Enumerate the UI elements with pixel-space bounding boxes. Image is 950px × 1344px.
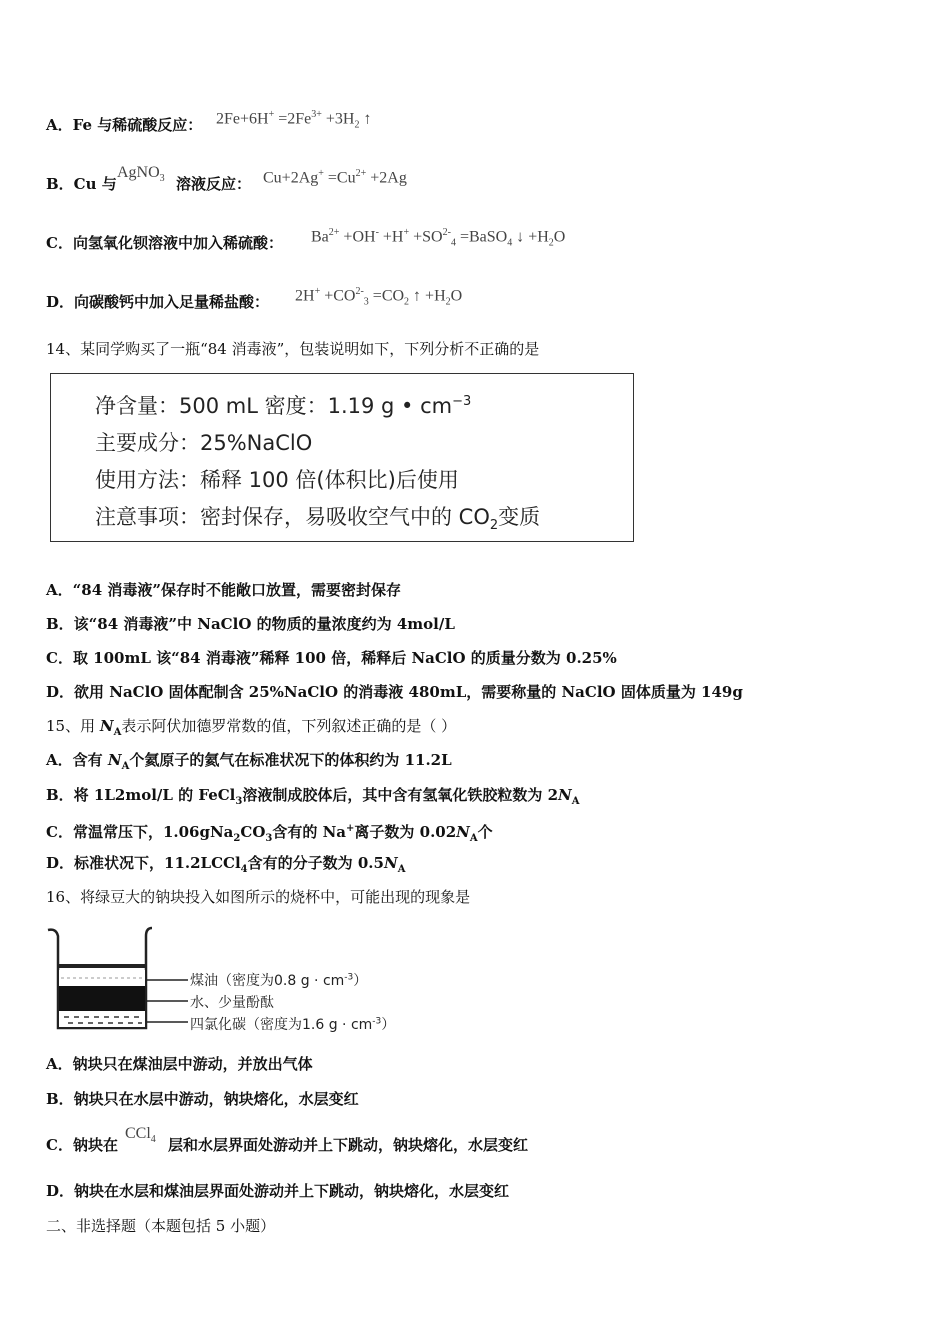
q14-product-label	[50, 373, 634, 542]
q13-option-b-suffix: 溶液反应：	[176, 175, 252, 193]
q15-option-c: C．常温常压下，$1.06gNa_2CO_3$含有的 Na+离子数为 $0.02N_A$个	[46, 823, 493, 844]
label-line-usage: 使用方法：稀释 100 倍(体积比)后使用	[95, 468, 459, 492]
q15-stem: 15、用 $N_A$表示阿伏加德罗常数的值，下列叙述正确的是（ ）	[46, 717, 457, 738]
q14-option-a: A．“84 消毒液”保存时不能敞口放置，需要密封保存	[46, 581, 401, 599]
water-label: 水、少量酚酞	[190, 995, 274, 1011]
water-layer	[59, 986, 145, 1011]
label-line-caution: 注意事项：密封保存，易吸收空气中的 $CO_2$变质	[95, 505, 541, 534]
q16-stem: 16、将绿豆大的钠块投入如图所示的烧杯中，可能出现的现象是	[46, 888, 471, 906]
ccl4-layer	[59, 1011, 145, 1027]
q13-formula-b: $Cu+2Ag^+ =Cu^{2+} +2Ag$	[263, 168, 407, 187]
q14-stem: 14、某同学购买了一瓶“84 消毒液”，包装说明如下，下列分析不正确的是	[46, 340, 540, 358]
q13-option-c: C．向氢氧化钡溶液中加入稀硫酸：	[46, 234, 283, 252]
q15-option-d: D．标准状况下，11.2LCCl$_4$含有的分子数为 $0.5N_A$	[46, 854, 406, 875]
kerosene-label: 煤油（密度为0.8 $g \cdot cm^{-3}$）	[190, 972, 368, 989]
label-line-ingredient: 主要成分：25%NaClO	[95, 431, 313, 455]
section-2-heading: 二、非选择题（本题包括 5 小题）	[46, 1217, 276, 1235]
q13-option-a: A．Fe 与稀硫酸反应：	[46, 116, 203, 134]
q15-option-b: B．将 1L2mol/L 的 FeCl$_3$溶液制成胶体后，其中含有氢氧化铁胶粒数为 $2N_A$	[46, 786, 580, 807]
q13-option-b: B．Cu 与	[46, 175, 117, 193]
q16-option-c: C．钠块在	[46, 1136, 118, 1154]
q14-option-c: C．取 100mL 该“84 消毒液”稀释 100 倍，稀释后 NaClO 的质量分数为 0.25%	[46, 649, 617, 667]
q16-option-c-rest: 层和水层界面处游动并上下跳动，钠块熔化，水层变红	[168, 1136, 529, 1154]
label-line-volume-density: 净含量：500 mL 密度：1.19 g • $cm^{-3}$	[95, 394, 472, 418]
q14-option-b: B．该“84 消毒液”中 NaClO 的物质的量浓度约为 4mol/L	[46, 615, 455, 633]
q13-agno3: AgNO$_3$	[117, 164, 165, 185]
ccl4-label: 四氯化碳（密度为1.6 $g \cdot cm^{-3}$）	[190, 1016, 396, 1033]
q16-option-d: D．钠块在水层和煤油层界面处游动并上下跳动，钠块熔化，水层变红	[46, 1182, 510, 1200]
q16-option-b: B．钠块只在水层中游动，钠块熔化，水层变红	[46, 1090, 359, 1108]
kerosene-layer	[59, 970, 145, 986]
q13-formula-c: $Ba^{2+} +OH^- +H^+ +SO^{2-}_4$ =BaSO$_4$ ↓ $+H_2O$	[311, 227, 566, 249]
q13-formula-d: $2H^+ +CO^{2-}_3 =CO_2$ ↑ $+H_2O$	[295, 286, 463, 308]
q13-option-d: D．向碳酸钙中加入足量稀盐酸：	[46, 293, 270, 311]
q16-option-a: A．钠块只在煤油层中游动，并放出气体	[46, 1055, 313, 1073]
q13-formula-a: $2Fe+6H^+ =2Fe^{3+} +3H_2$ ↑	[216, 109, 372, 131]
beaker-diagram	[46, 924, 206, 1036]
q15-option-a: A．含有 $N_A$个氦原子的氦气在标准状况下的体积约为 11.2L	[46, 751, 452, 772]
q14-option-d: D．欲用 NaClO 固体配制含 25%NaClO 的消毒液 480mL，需要称量的 NaClO 固体质量为 149g	[46, 683, 743, 701]
q16-ccl4-formula: CCl$_4$	[125, 1125, 156, 1146]
